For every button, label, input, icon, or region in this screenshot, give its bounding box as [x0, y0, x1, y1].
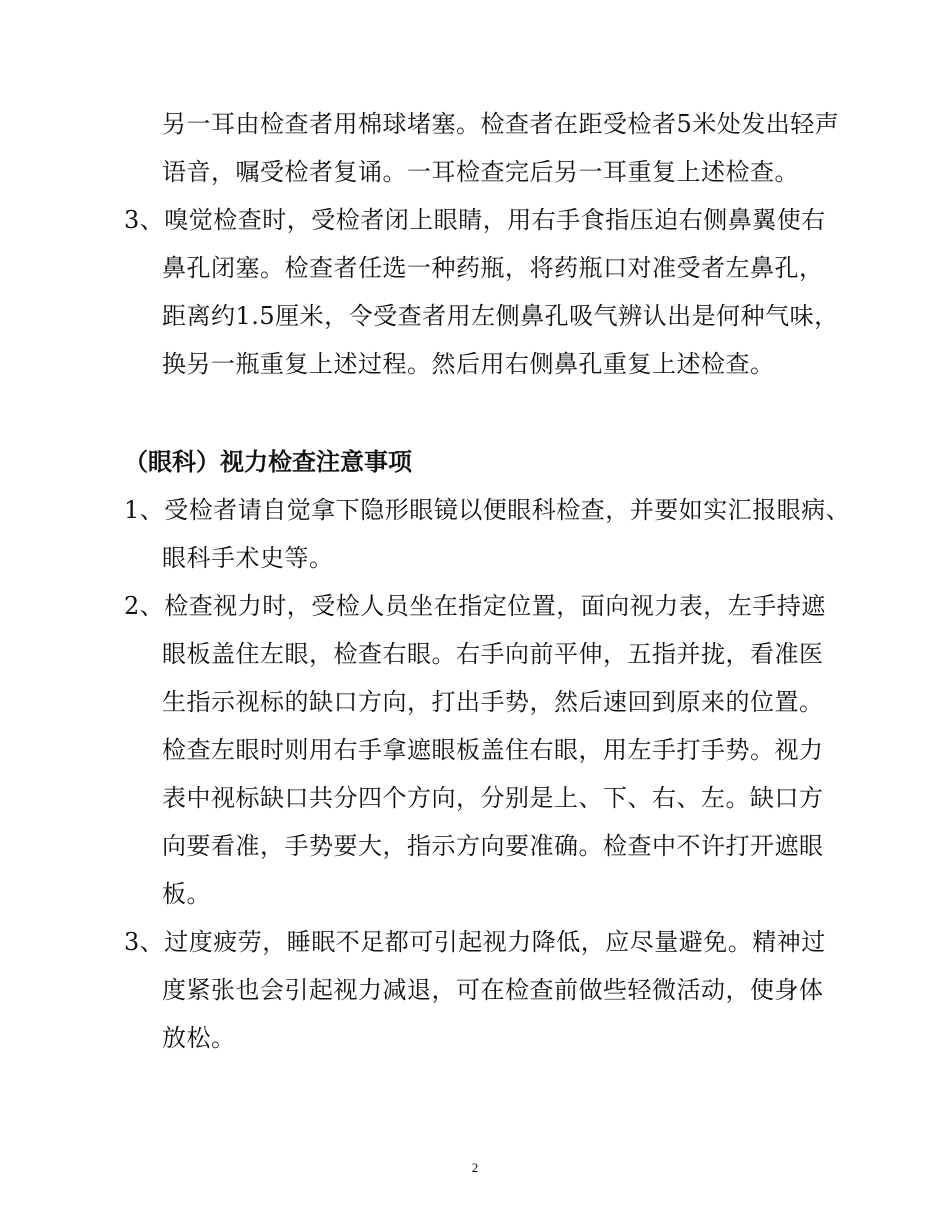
- list-item-first-line: 1、受检者请自觉拿下隐形眼镜以便眼科检查，并要如实汇报眼病、: [124, 496, 851, 524]
- eye-item-1: [124, 486, 851, 582]
- text-line: 换另一瓶重复上述过程。然后用右侧鼻孔重复上述检查。: [162, 350, 775, 378]
- text-line: 板。: [162, 880, 211, 908]
- text-line: 检查左眼时则用右手拿遮眼板盖住右眼，用左手打手势。视力: [162, 736, 824, 764]
- eye-item-3: [124, 918, 844, 1062]
- text-line: 距离约1.5厘米，令受查者用左侧鼻孔吸气辨认出是何种气味，: [162, 302, 839, 330]
- list-item-first-line: 2、检查视力时，受检人员坐在指定位置，面向视力表，左手持遮: [124, 592, 826, 620]
- text-line: 眼科手术史等。: [162, 544, 334, 572]
- page-number: 2: [471, 1160, 479, 1175]
- hearing-test-continuation: [124, 100, 844, 196]
- text-line: 另一耳由检查者用棉球堵塞。检查者在距受检者5米处发出轻声: [162, 110, 840, 138]
- text-line: 向要看准，手势要大，指示方向要准确。检查中不许打开遮眼: [162, 832, 824, 860]
- eye-item-2: [124, 582, 844, 918]
- text-line: 眼板盖住左眼，检查右眼。右手向前平伸，五指并拢，看准医: [162, 640, 824, 668]
- text-line: 放松。: [162, 1024, 236, 1052]
- text-line: 表中视标缺口共分四个方向，分别是上、下、右、左。缺口方: [162, 784, 824, 812]
- text-line: 度紧张也会引起视力减退，可在检查前做些轻微活动，使身体: [162, 976, 824, 1004]
- section-heading: （眼科）视力检查注意事项: [124, 448, 412, 476]
- text-line: 鼻孔闭塞。检查者任选一种药瓶，将药瓶口对准受者左鼻孔，: [162, 254, 824, 282]
- text-line: 语音，嘱受检者复诵。一耳检查完后另一耳重复上述检查。: [162, 158, 799, 186]
- list-item-first-line: 3、过度疲劳，睡眠不足都可引起视力降低，应尽量避免。精神过: [124, 928, 826, 956]
- smell-test-item: [124, 196, 844, 388]
- list-item-first-line: 3、嗅觉检查时，受检者闭上眼睛，用右手食指压迫右侧鼻翼使右: [124, 206, 826, 234]
- text-line: 生指示视标的缺口方向，打出手势，然后速回到原来的位置。: [162, 688, 824, 716]
